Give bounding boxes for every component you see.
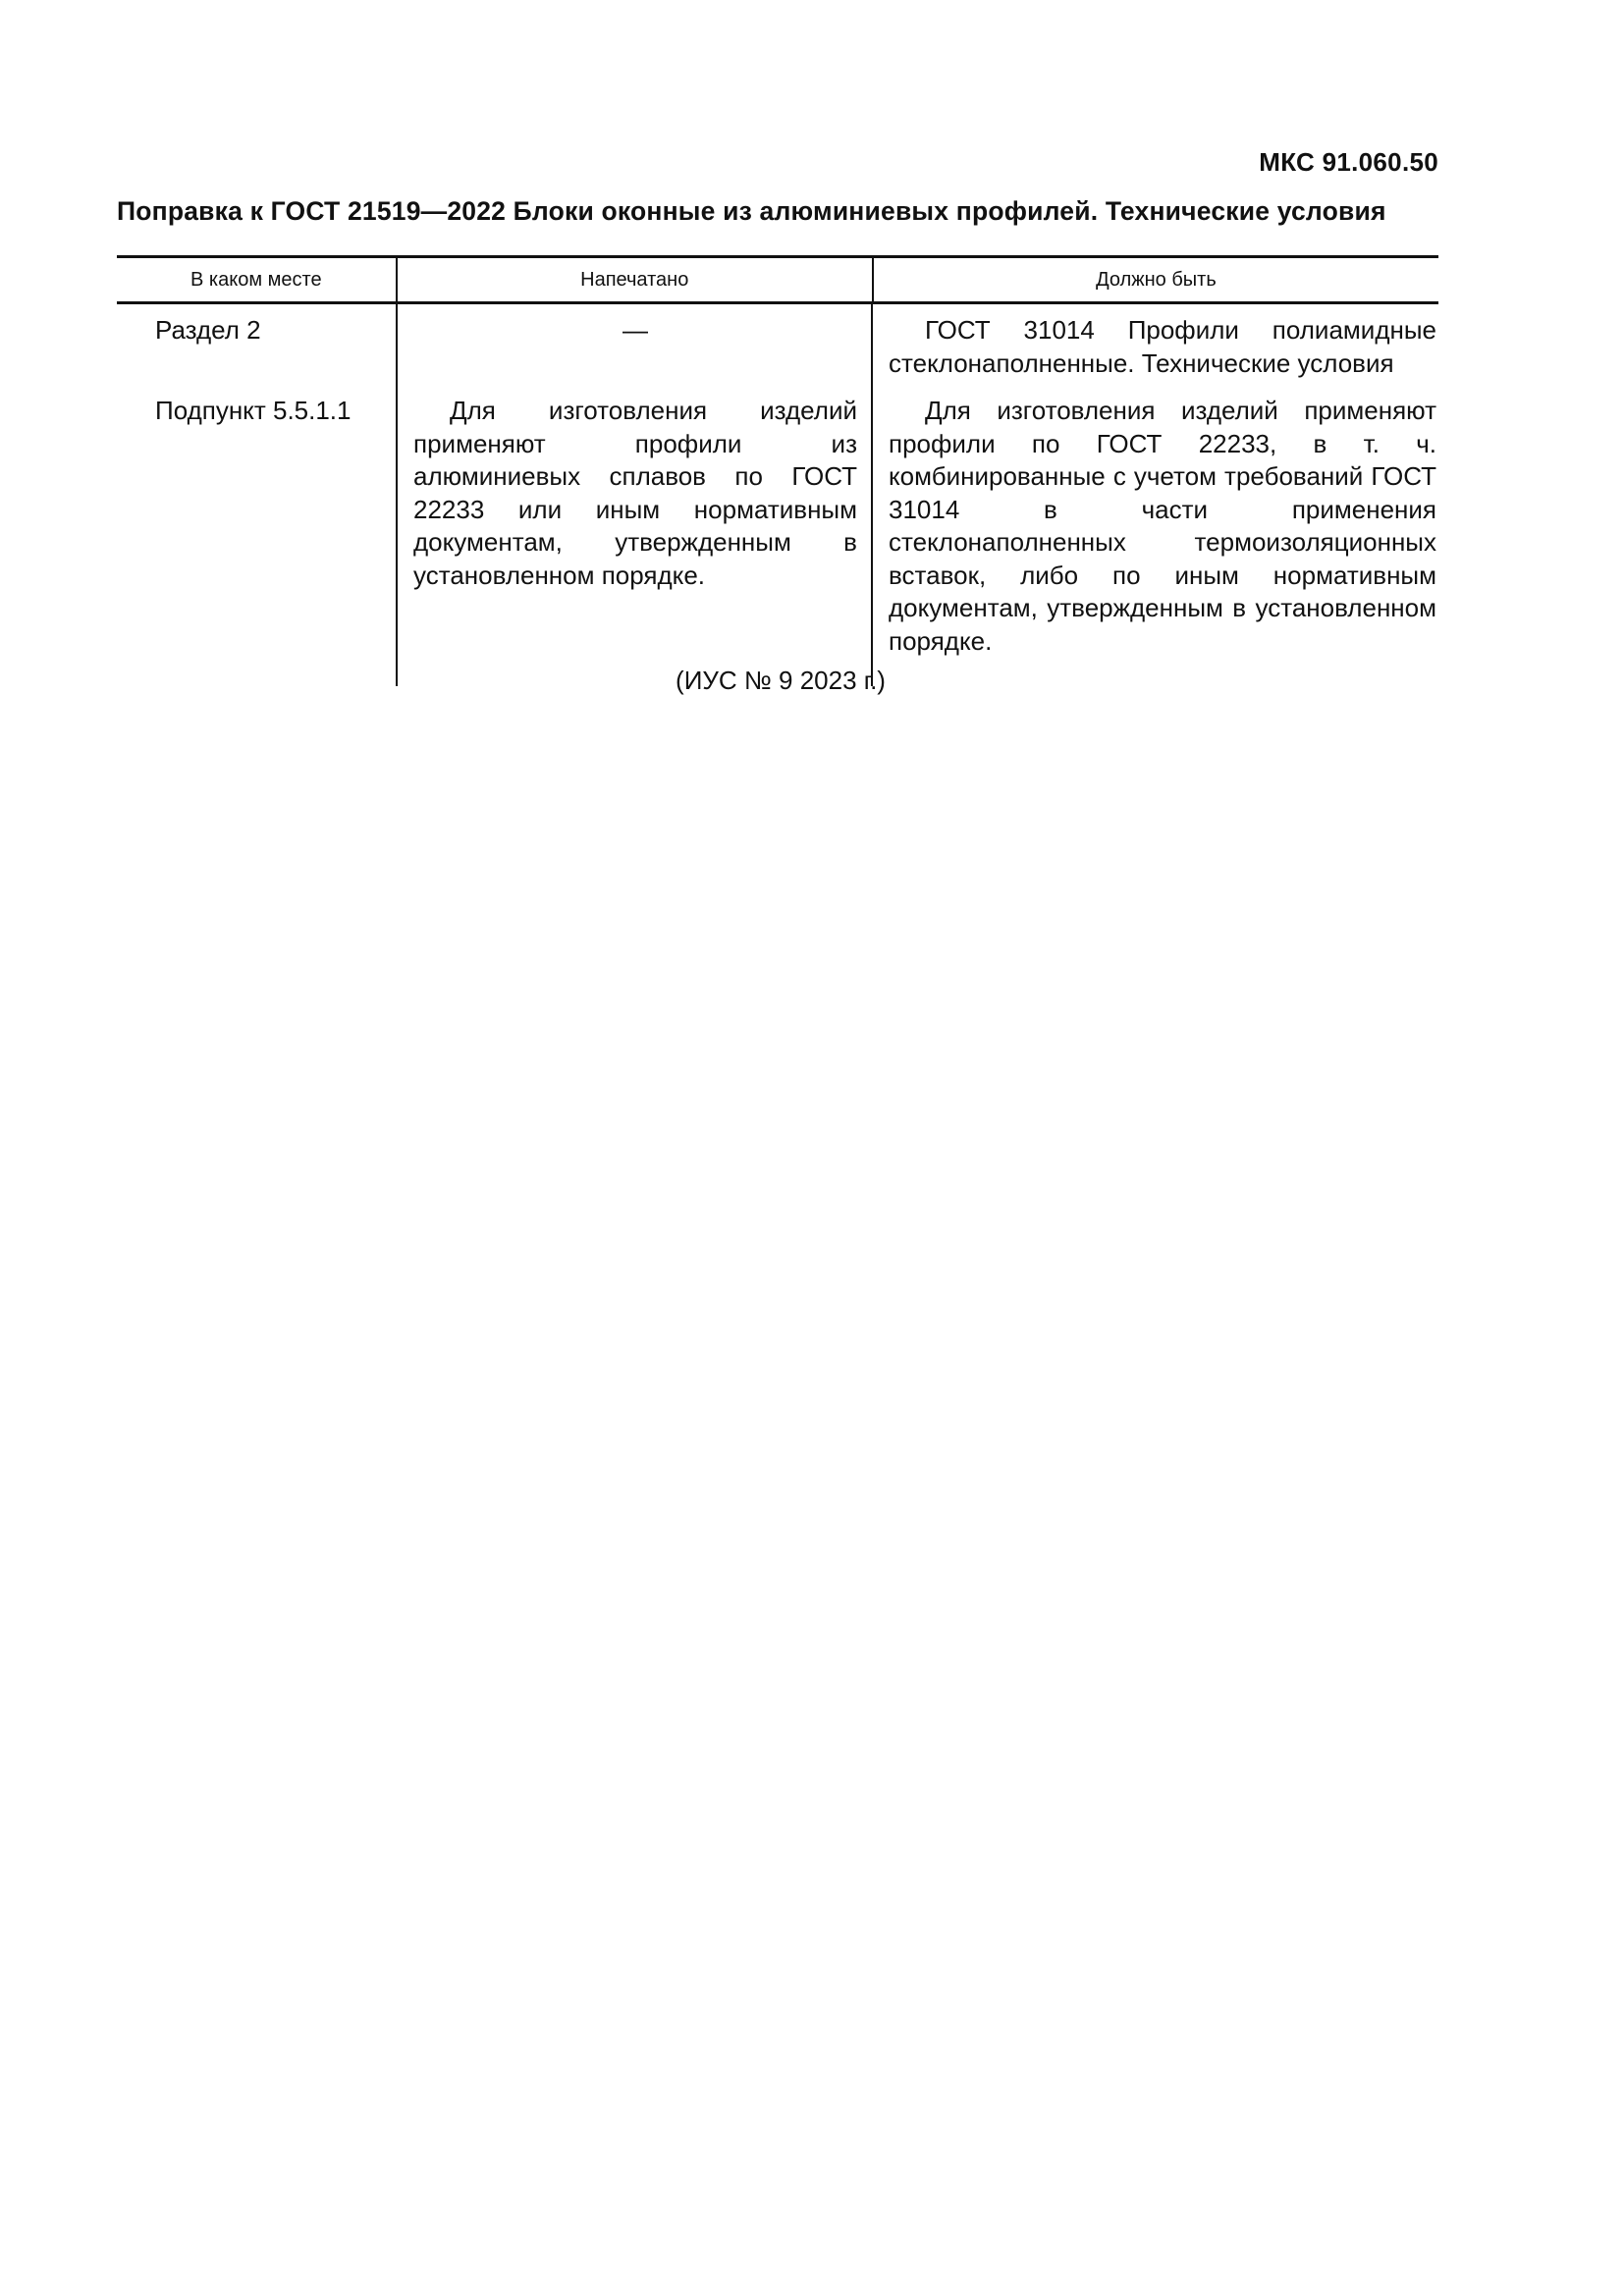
cell-place-row2: Подпункт 5.5.1.1	[155, 396, 352, 425]
column-header-printed: Напечатано	[396, 258, 872, 301]
table-body	[117, 304, 1438, 686]
amendment-title: Поправка к ГОСТ 21519—2022 Блоки оконные из алюминиевых профилей. Технические условия	[117, 196, 1386, 226]
table-row	[889, 304, 1436, 395]
cell-place-row1: Раздел 2	[155, 315, 261, 345]
cell-should-be-row1: ГОСТ 31014 Профили полиамидные стеклонаполненные. Технические условия	[889, 315, 1436, 378]
publication-source: (ИУС № 9 2023 г.)	[676, 666, 886, 695]
column-printed	[396, 304, 871, 686]
column-should-be	[871, 304, 1436, 686]
table-row	[413, 395, 857, 592]
table-row	[413, 304, 857, 395]
column-header-place: В каком месте	[190, 268, 322, 291]
amendment-table	[117, 255, 1438, 686]
cell-should-be-row2: Для изготовления изделий применяют профили по ГОСТ 22233, в т. ч. комбинированные с учетом требований ГОСТ 31014 в части применения стеклонаполненных термоизоляционных вставок, либо по иным нормативным документам, утвержденным в установленном порядке.	[889, 396, 1436, 656]
cell-printed-row1: —	[623, 315, 648, 345]
table-row	[155, 304, 396, 395]
column-header-should-be: Должно быть	[872, 258, 1438, 301]
table-row	[889, 395, 1436, 658]
column-place	[117, 304, 396, 686]
cell-printed-row2: Для изготовления изделий применяют профили из алюминиевых сплавов по ГОСТ 22233 или иным нормативным документам, утвержденным в установленном порядке.	[413, 396, 857, 590]
table-header	[117, 255, 1438, 304]
mks-code: МКС 91.060.50	[1259, 147, 1438, 177]
table-row	[155, 395, 396, 428]
